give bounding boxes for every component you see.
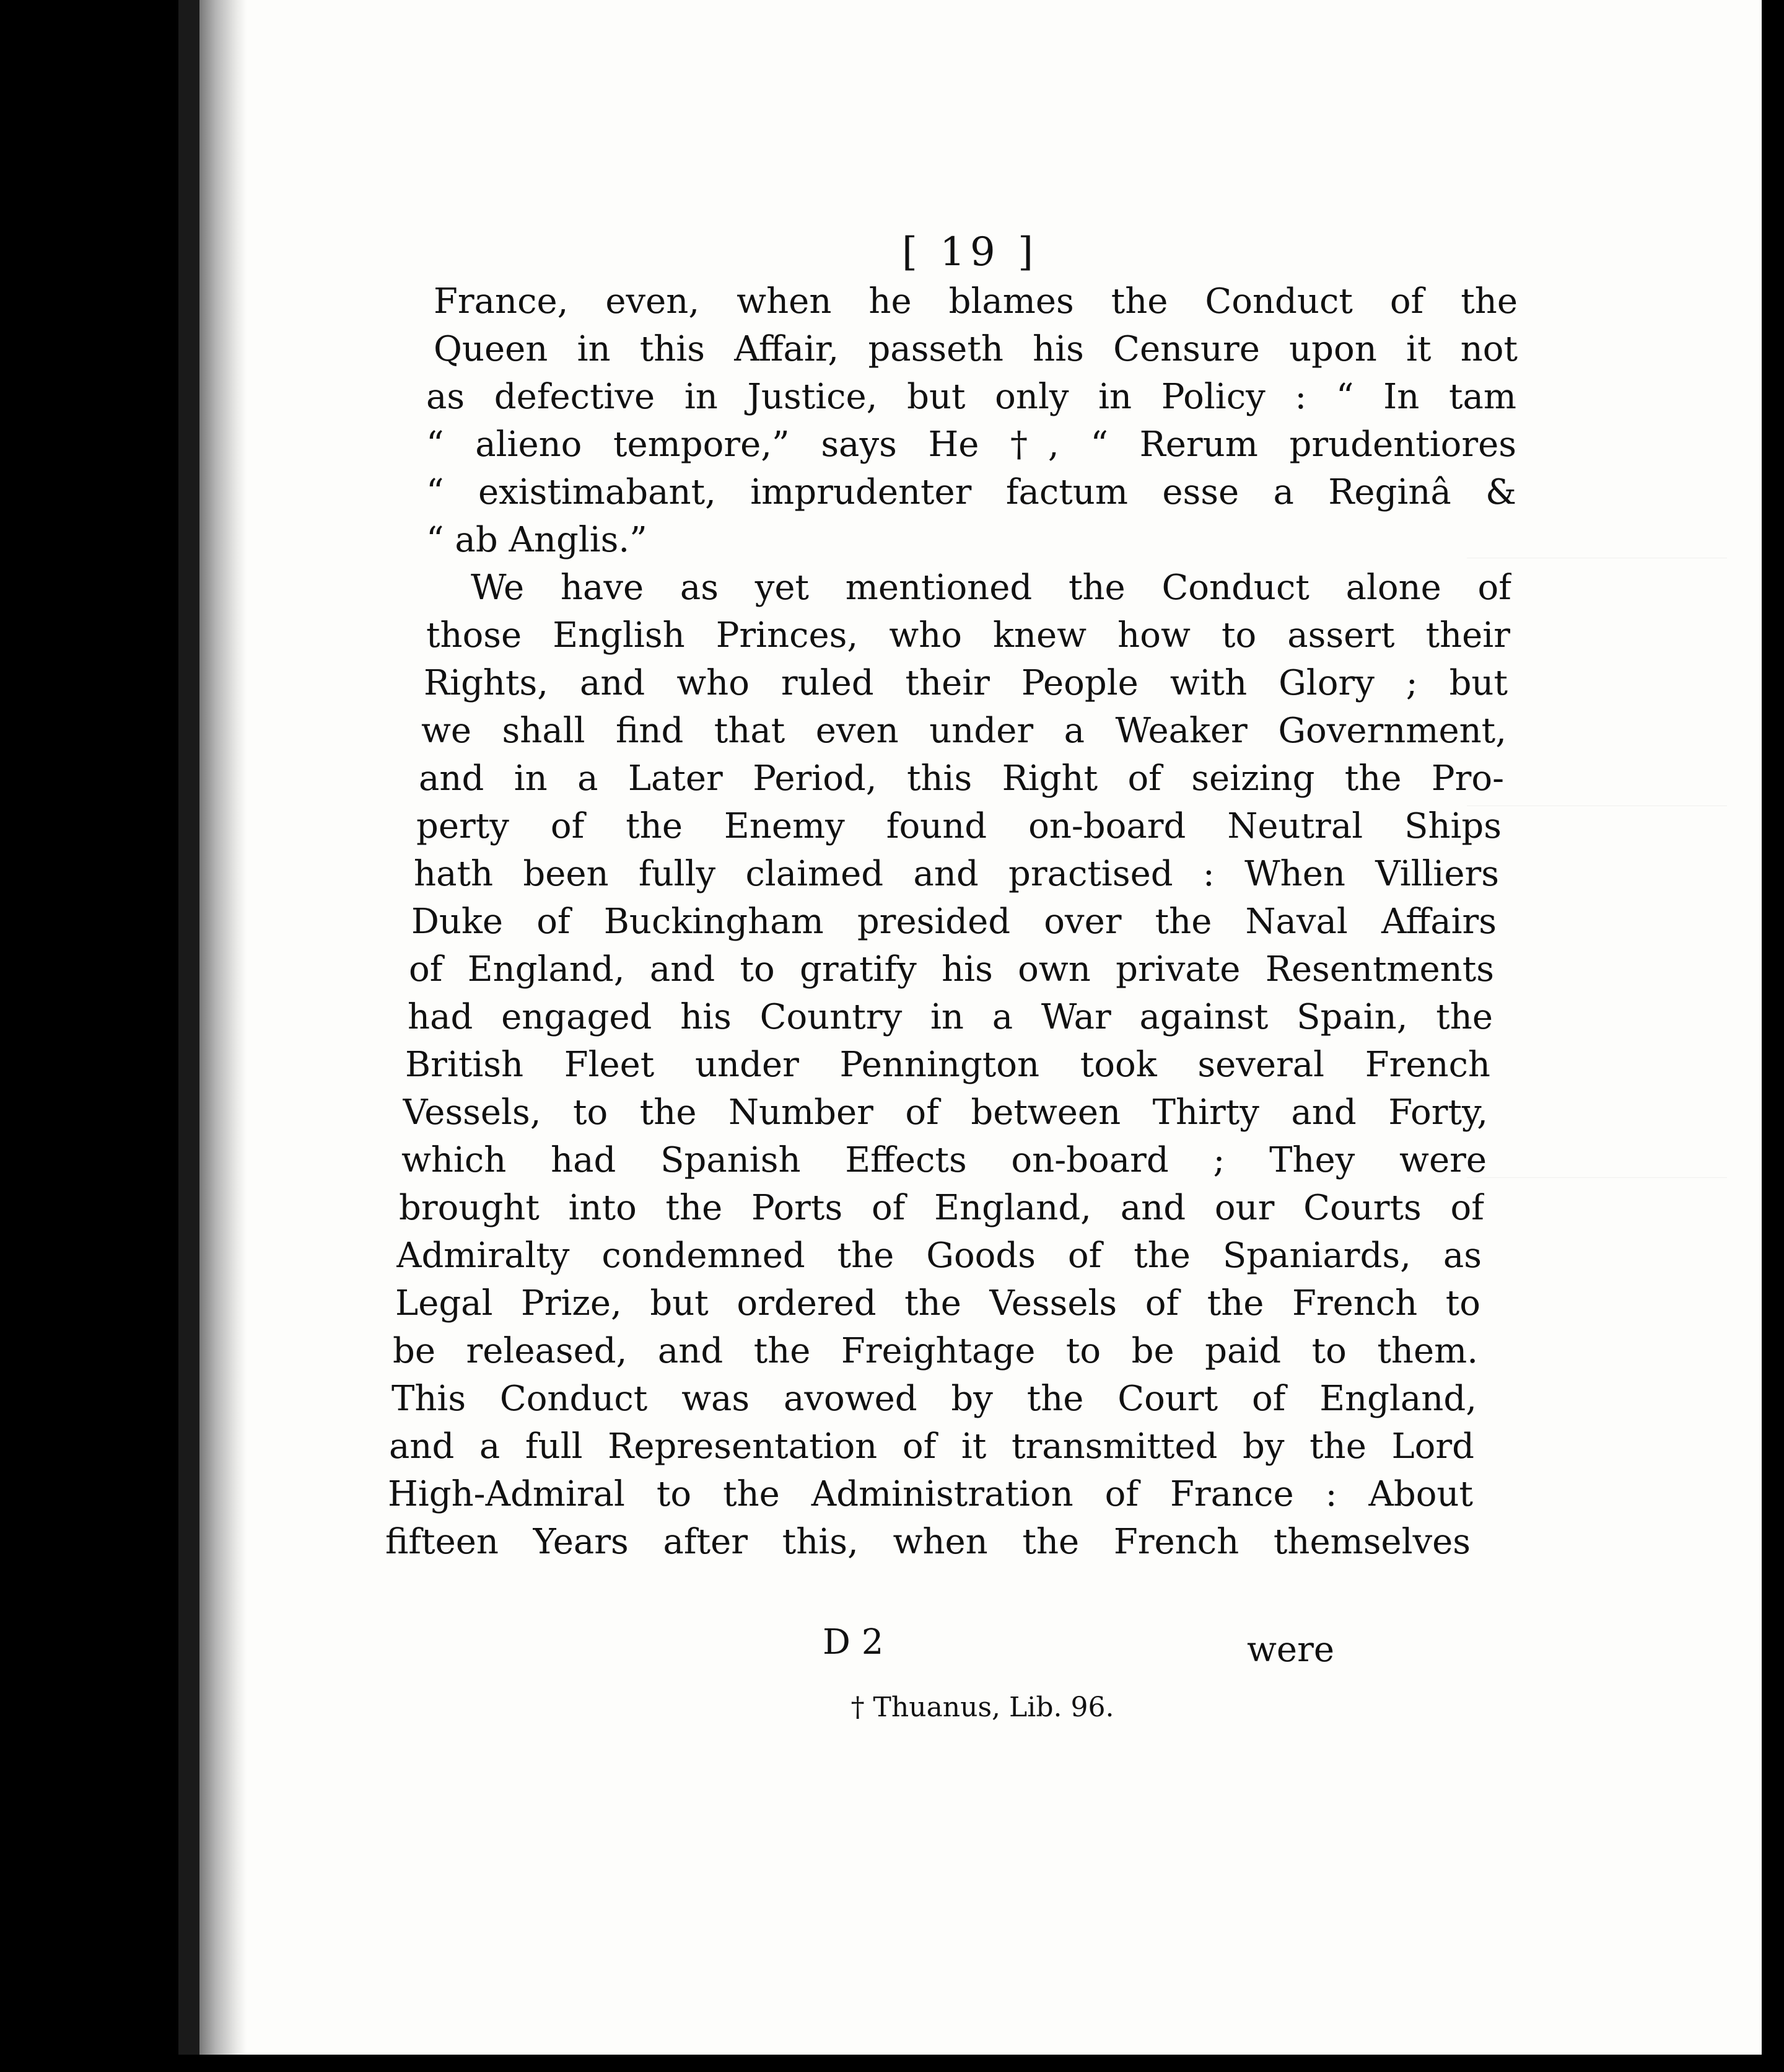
text-line: Queen in this Affair, passeth his Censure upon it not: [434, 329, 1518, 369]
binding-edge: [178, 0, 199, 2055]
page-number-header: [ 19 ]: [901, 229, 1039, 275]
text-line: which had Spanish Effects on-board ; They were: [401, 1140, 1487, 1180]
text-line: “ alieno tempore,” says He †, “ Rerum prudentiores: [426, 424, 1516, 465]
text-line: Duke of Buckingham presided over the Naval Affairs: [411, 902, 1497, 942]
text-line: perty of the Enemy found on-board Neutral Ships: [416, 806, 1502, 846]
text-line: and a full Representation of it transmitted by the Lord: [389, 1426, 1474, 1467]
text-line: “ ab Anglis.”: [426, 520, 647, 560]
text-line: High-Admiral to the Administration of France : About: [388, 1474, 1473, 1514]
text-line: those English Princes, who knew how to assert their: [426, 615, 1510, 656]
text-line: We have as yet mentioned the Conduct alone of: [471, 568, 1511, 608]
text-line: Legal Prize, but ordered the Vessels of the French to: [395, 1283, 1480, 1324]
text-line: This Conduct was avowed by the Court of England,: [391, 1379, 1477, 1419]
text-line: fifteen Years after this, when the French themselves: [385, 1522, 1471, 1562]
text-line: as defective in Justice, but only in Policy : “ In tam: [426, 377, 1516, 417]
footnote: † Thuanus, Lib. 96.: [850, 1692, 1114, 1723]
text-line: France, even, when he blames the Conduct of the: [434, 281, 1518, 322]
text-line: Rights, and who ruled their People with Glory ; but: [424, 663, 1508, 703]
text-line: of England, and to gratify his own private Resentments: [409, 949, 1494, 990]
text-line: “ existimabant, imprudenter factum esse a Reginâ &: [426, 472, 1516, 512]
text-line: hath been fully claimed and practised : When Villiers: [414, 854, 1499, 894]
text-line: had engaged his Country in a War against Spain, the: [408, 997, 1493, 1037]
book-page: [178, 0, 1762, 2055]
page-gutter-shadow: [178, 0, 247, 2055]
bleed-through-line: [1467, 1177, 1727, 1178]
page-bottom-row: [178, 1622, 1762, 1672]
text-line: British Fleet under Pennington took several French: [405, 1045, 1490, 1085]
text-line: Admiralty condemned the Goods of the Spaniards, as: [396, 1236, 1482, 1276]
text-line: Vessels, to the Number of between Thirty and Forty,: [403, 1092, 1488, 1133]
text-line: be released, and the Freightage to be paid to them.: [393, 1331, 1478, 1371]
text-line: brought into the Ports of England, and our Courts of: [399, 1188, 1484, 1228]
text-line: we shall find that even under a Weaker Government,: [421, 711, 1506, 751]
text-line: and in a Later Period, this Right of seizing the Pro-: [419, 758, 1504, 799]
catchword: were: [1247, 1630, 1334, 1670]
signature-mark: D 2: [823, 1622, 884, 1662]
